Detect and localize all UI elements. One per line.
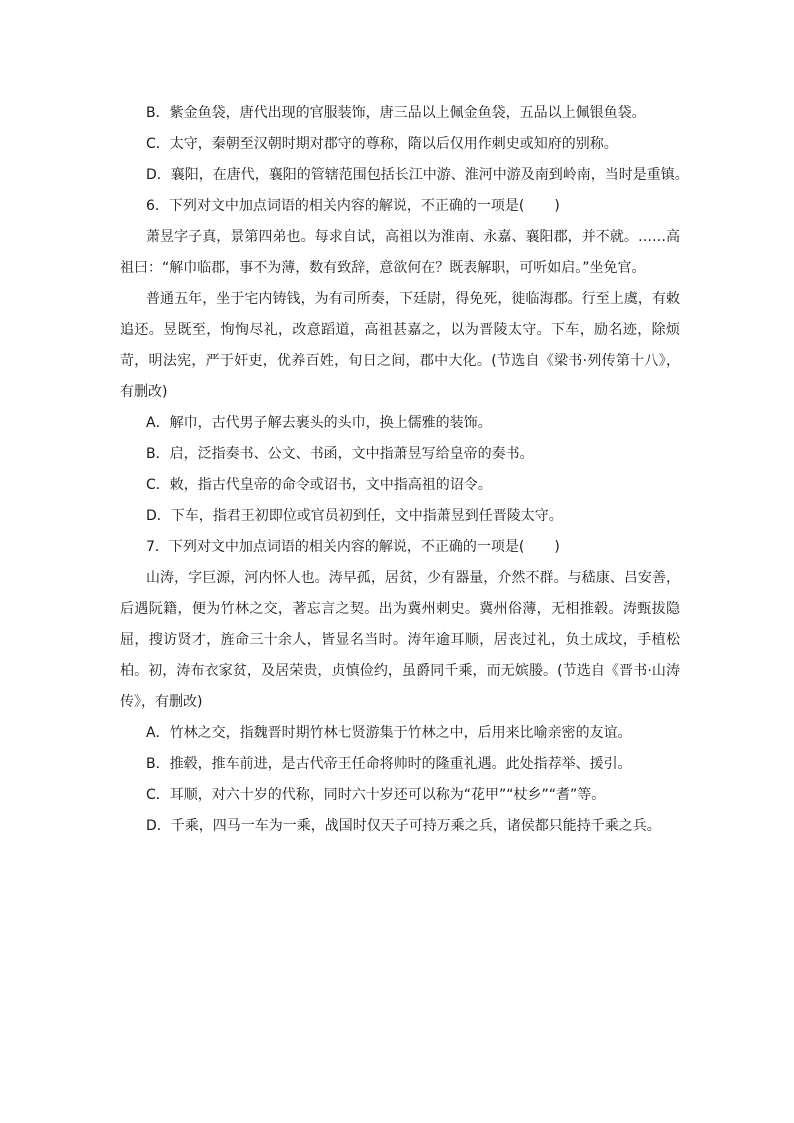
passage-6-para-1: 萧昱字子真，景第四弟也。每求自试，高祖以为淮南、永嘉、襄阳郡，并不就。……高祖曰：“解巾临郡，事不为薄，数有致辞，意欲何在？既表解职，可听如启。”坐免官。 <box>120 229 680 276</box>
question-7 <box>120 532 680 563</box>
document-page <box>120 98 689 842</box>
passage-6-para-2: 普通五年，坐于宅内铸钱，为有司所奏，下廷尉，得免死，徙临海郡。行至上虞，有敕追还。昱既至，恂恂尽礼，改意蹈道，高祖甚嘉之，以为晋陵太守。下车，励名迹，除烦苛，明法宪，严于奸吏，优养百姓，旬日之间，郡中大化。(节选自《梁书·列传第十八》，有删改) <box>120 291 680 400</box>
option-b-q6: B．启，泛指奏书、公文、书函，文中指萧昱写给皇帝的奏书。 <box>146 446 534 462</box>
option-a-q6: A．解巾，古代男子解去裹头的头巾，换上儒雅的装饰。 <box>146 415 492 431</box>
passage-7-para-1: 山涛，字巨源，河内怀人也。涛早孤，居贫，少有器量，介然不群。与嵇康、吕安善，后遇阮籍，便为竹林之交，著忘言之契。出为冀州刺史。冀州俗薄，无相推毂。涛甄拔隐屈，搜访贤才，旌命三十余人，皆显名当时。涛年逾耳顺，居丧过礼，负土成坟，手植松柏。初，涛布衣家贫，及居荣贵，贞慎俭约，虽爵同千乘，而无嫔媵。(节选自《晋书·山涛传》，有删改) <box>120 570 680 710</box>
question-7-text: 7．下列对文中加点词语的相关内容的解说，不正确的一项是( <box>146 539 525 555</box>
option-c-q5: C．太守，秦朝至汉朝时期对郡守的尊称，隋以后仅用作刺史或知府的别称。 <box>146 136 618 152</box>
question-6-close: ) <box>554 198 560 214</box>
option-b-q5: B．紫金鱼袋，唐代出现的官服装饰，唐三品以上佩金鱼袋，五品以上佩银鱼袋。 <box>146 105 646 121</box>
option-b-q7: B．推毂，推车前进，是古代帝王任命将帅时的隆重礼遇。此处指荐举、援引。 <box>146 756 632 772</box>
question-6 <box>120 191 680 222</box>
question-6-text: 6．下列对文中加点词语的相关内容的解说，不正确的一项是( <box>146 198 525 214</box>
option-d-q6: D．下车，指君王初即位或官员初到任，文中指萧昱到任晋陵太守。 <box>146 508 563 524</box>
option-c-q6: C．敕，指古代皇帝的命令或诏书，文中指高祖的诏令。 <box>146 477 492 493</box>
question-7-close: ) <box>554 539 560 555</box>
option-d-q5: D．襄阳，在唐代，襄阳的管辖范围包括长江中游、淮河中游及南到岭南，当时是重镇。 <box>146 167 689 183</box>
option-a-q7: A．竹林之交，指魏晋时期竹林七贤游集于竹林之中，后用来比喻亲密的友谊。 <box>146 725 632 741</box>
option-d-q7: D．千乘，四马一车为一乘，战国时仅天子可持万乘之兵，诸侯都只能持千乘之兵。 <box>146 818 661 834</box>
option-c-q7: C．耳顺，对六十岁的代称，同时六十岁还可以称为“花甲”“杖乡”“耆”等。 <box>146 787 606 803</box>
